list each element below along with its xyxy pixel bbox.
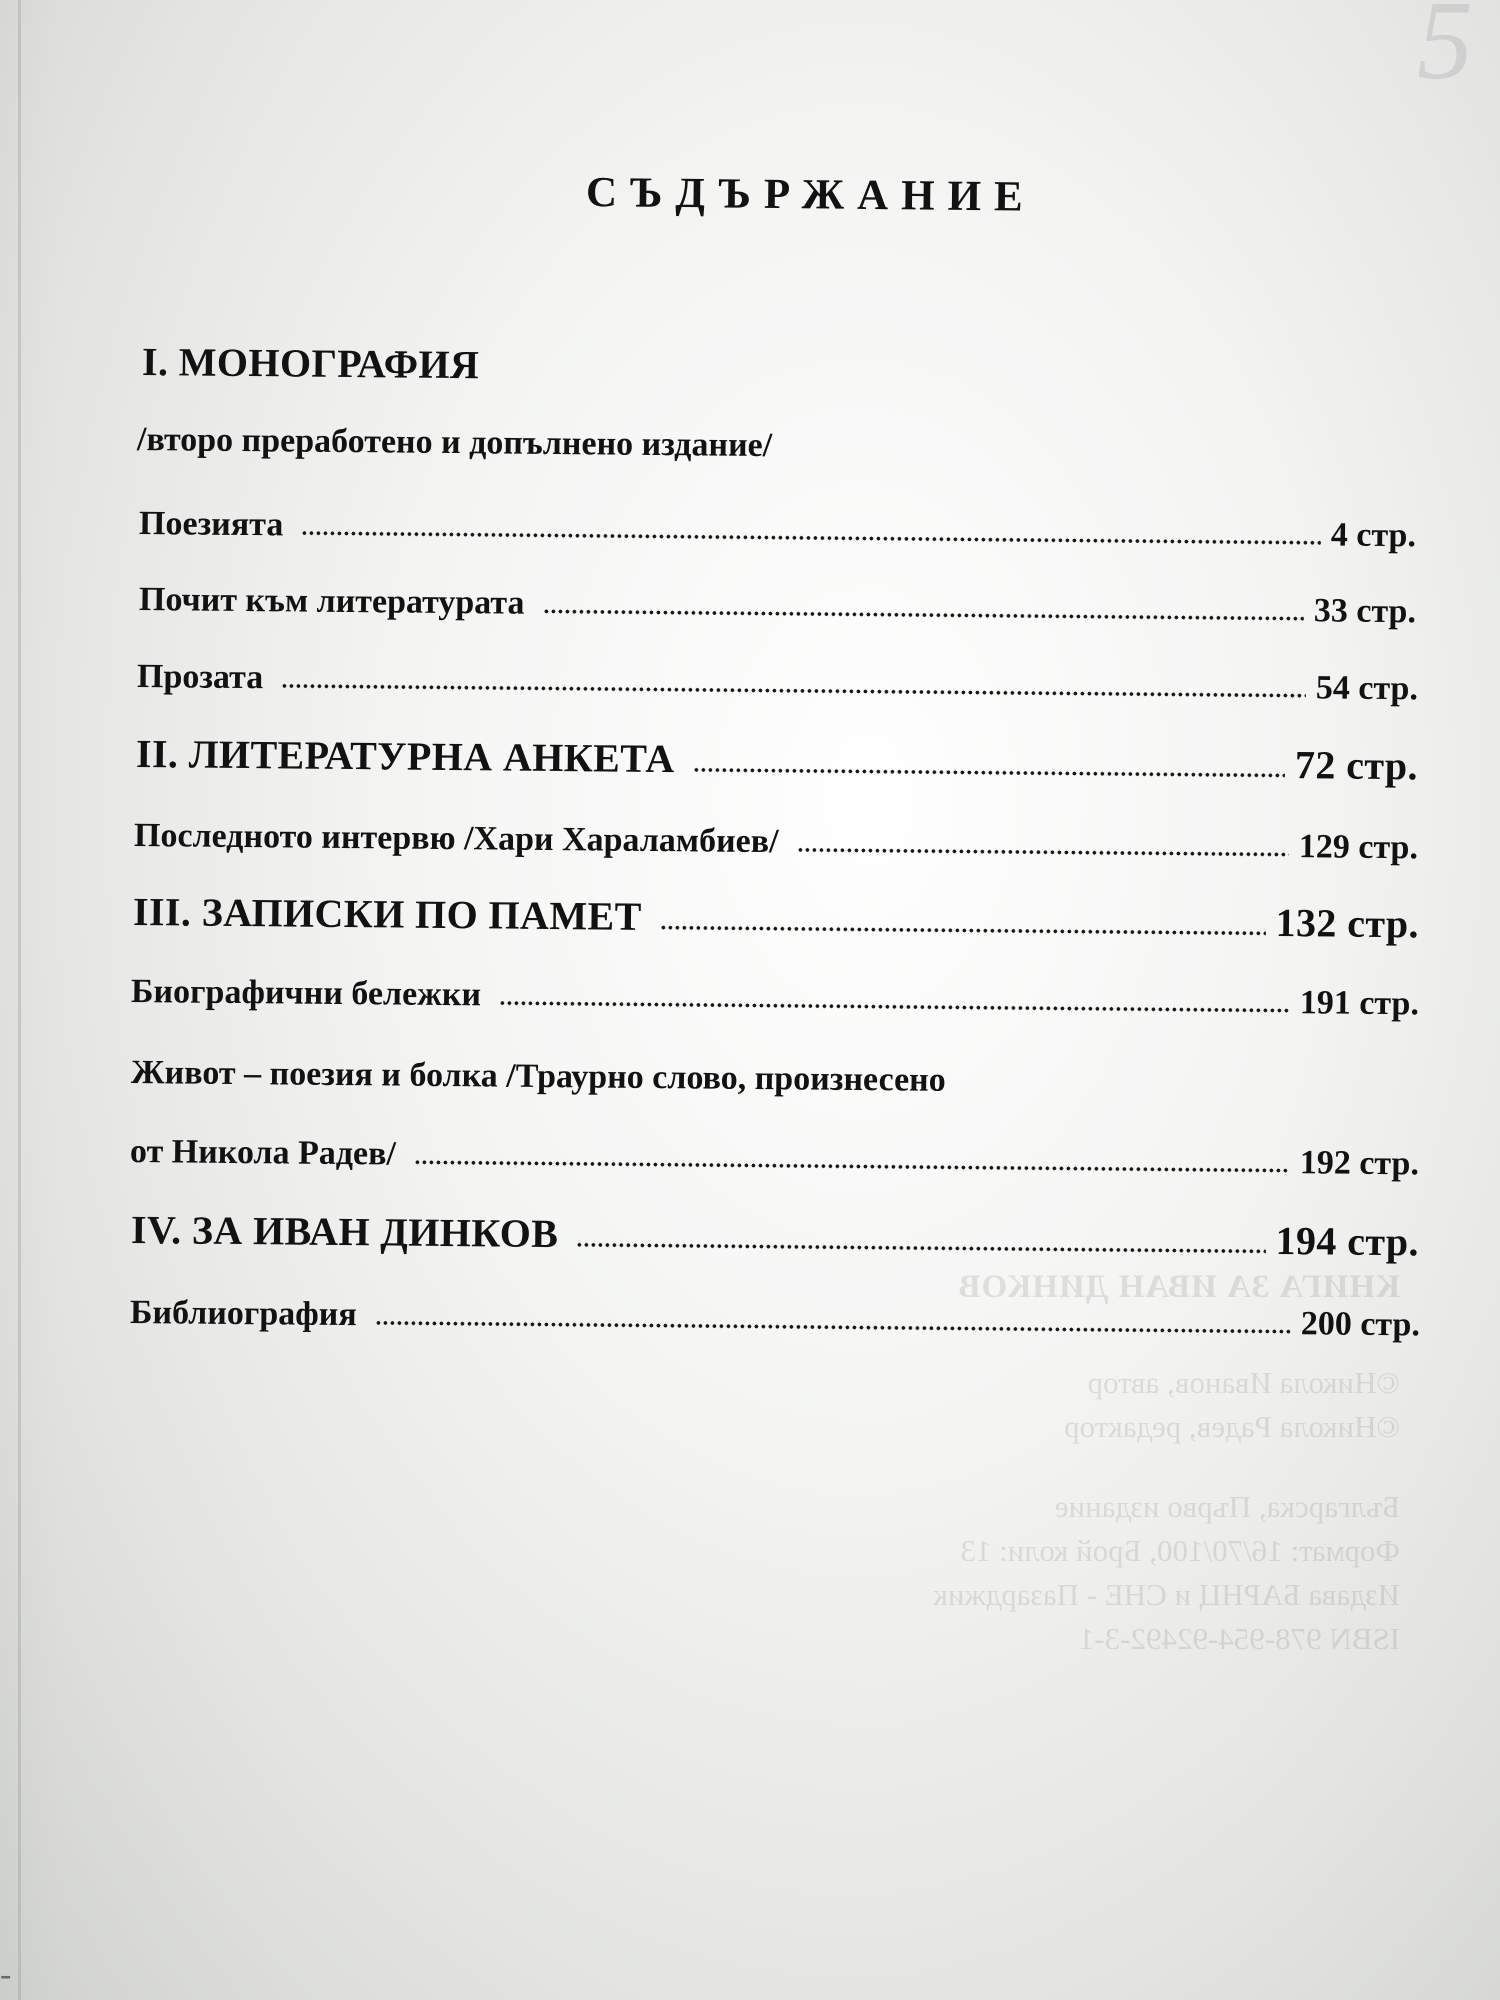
page-reference: 54 стр. xyxy=(1315,669,1419,708)
section-label: II. ЛИТЕРАТУРНА АНКЕТА xyxy=(135,731,675,782)
dot-leader xyxy=(375,1297,1291,1334)
bleed-through-line: ISBN 978-954-92492-3-1 xyxy=(1078,1621,1400,1656)
bleed-through-title: КНИГА ЗА ИВАН ДИНКОВ xyxy=(957,1269,1400,1305)
toc-entry-biographic xyxy=(131,966,1419,1030)
section-heading-monografia xyxy=(142,336,532,392)
entry-label: от Никола Радев/ xyxy=(129,1133,397,1173)
dot-leader xyxy=(499,978,1290,1014)
entry-label: Поезията xyxy=(138,505,284,544)
bleed-through-line: Формат: 16/70/100, Брой коли: 13 xyxy=(960,1533,1400,1568)
page-reference: 72 стр. xyxy=(1294,742,1419,789)
entry-label: Почит към литературата xyxy=(138,581,525,622)
section-heading-zapiski xyxy=(133,886,1419,950)
toc-entry-interview xyxy=(134,810,1418,874)
entry-label: Последното интервю /Хари Хараламбиев/ xyxy=(133,817,779,861)
dot-leader xyxy=(281,660,1306,698)
toc-entry-zhivot-line-1 xyxy=(131,1047,1131,1109)
toc-entry-zhivot-line-2 xyxy=(130,1126,1419,1190)
paper-edge-mark: - xyxy=(0,1956,12,1993)
section-label: I. МОНОГРАФИЯ xyxy=(141,339,480,388)
entry-label: Библиография xyxy=(129,1294,357,1334)
page-reference: 4 стр. xyxy=(1330,516,1417,555)
dot-leader xyxy=(692,744,1285,778)
pencil-mark: 5 xyxy=(1417,0,1473,103)
bleed-through-line: Издава БАРНЦ и СНЕ - Пазарджик xyxy=(932,1577,1400,1612)
dot-leader xyxy=(576,1219,1266,1254)
bleed-through-line: ©Никола Радев, редактор xyxy=(1064,1409,1400,1444)
page-reference: 192 стр. xyxy=(1299,1144,1420,1183)
page-reference: 194 стр. xyxy=(1275,1217,1420,1265)
dot-leader xyxy=(414,1137,1290,1173)
contents-title: СЪДЪРЖАНИЕ xyxy=(585,169,1037,221)
section-label: IV. ЗА ИВАН ДИНКОВ xyxy=(130,1207,559,1257)
page-reference: 132 стр. xyxy=(1275,899,1420,947)
section-subtitle xyxy=(137,414,917,473)
page-reference: 129 стр. xyxy=(1298,828,1419,867)
bleed-through-line: ©Никола Иванов, автор xyxy=(1087,1365,1400,1400)
entry-label: /второ преработено и допълнено издание/ xyxy=(136,421,773,465)
dot-leader xyxy=(796,824,1289,857)
bleed-through-line: Българска, Първо издание xyxy=(1054,1489,1400,1524)
dot-leader xyxy=(660,902,1266,936)
entry-label: Биографични бележки xyxy=(130,973,482,1014)
toc-entry-prozata xyxy=(137,651,1418,715)
toc-entry-bibliography xyxy=(130,1287,1420,1351)
entry-label: Прозата xyxy=(136,658,264,697)
dot-leader xyxy=(301,508,1321,546)
toc-entry-pochit xyxy=(139,574,1416,638)
dot-leader xyxy=(542,586,1304,621)
section-label: III. ЗАПИСКИ ПО ПАМЕТ xyxy=(132,889,642,939)
section-heading-za-ivan-dinkov xyxy=(131,1204,1419,1268)
page-reference: 33 стр. xyxy=(1313,592,1417,631)
page-reference: 191 стр. xyxy=(1299,984,1420,1023)
entry-label: Живот – поезия и болка /Траурно слово, произнесено xyxy=(130,1054,946,1099)
page-reference: 200 стр. xyxy=(1300,1305,1421,1344)
toc-entry-poeziyata xyxy=(139,498,1416,562)
section-heading-anketa xyxy=(136,728,1418,792)
